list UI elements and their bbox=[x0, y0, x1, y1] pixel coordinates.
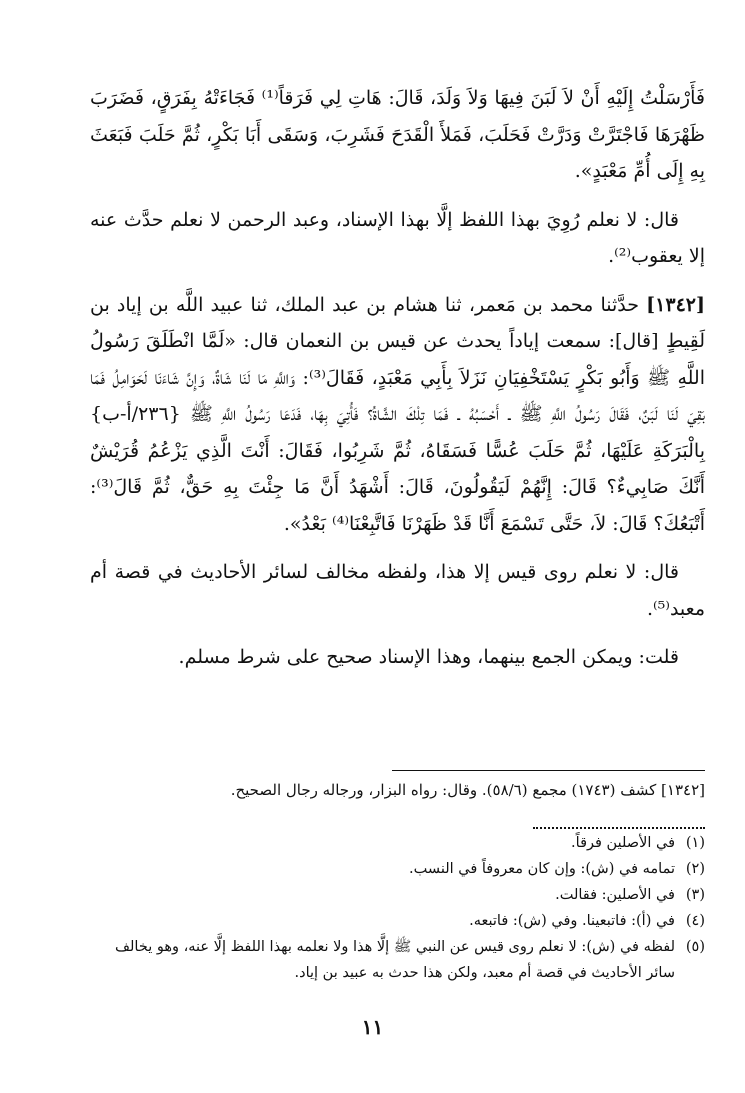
commentary-paragraph-2: قال: لا نعلم روى قيس إلا هذا، ولفظه مخالف لسائر الأحاديث في قصة أم معبد⁽⁵⁾. bbox=[90, 561, 705, 620]
footnote-text: لفظه في (ش): لا نعلم روى قيس عن النبي ﷺ إلَّا هذا ولا نعلمه بهذا اللفظ إلَّا عنه، وهو يخالف سائر الأحاديث في قصة أم معبد، ولكن هذا حدث به عبيد بن إياد. bbox=[114, 939, 675, 981]
hadith-text: حدَّثنا محمد بن مَعمر، ثنا هشام بن عبد الملك، ثنا عبيد اللَّه بن إياد بن لَقِيطٍ [قال]: سمعت إياداً يحدث عن قيس بن النعمان قال: «لَمَّا انْطَلَقَ رَسُولُ اللَّهِ ﷺ وَأَبُو بَكْرٍ يَسْتَخْفِيَانِ نَزَلاَ بِأَبِي مَعْبَدٍ، فَقَالَ⁽³⁾: وَاللَّهِ مَا لَنَا شَاةٌ، وَإِنَّ شَاءَنَا لَحَوَامِلُ فَمَا بَقِيَ لَنَا لَبَنٌ، فَقَالَ رَسُولُ اللَّهِ ﷺ ـ أَحْسَبُهُ ـ فَمَا تِلْكَ الشَّاةُ؟ فَأُتِيَ بِهَا، فَدَعَا رَسُولُ اللَّهِ ﷺ {٢٣٦/أ-ب} بِالْبَرَكَةِ عَلَيْهَا، ثُمَّ حَلَبَ عُسًّا فَسَقَاهُ، ثُمَّ شَرِبُوا، فَقَالَ: أَنْتَ الَّذِي يَزْعُمُ قُرَيْشٌ أَنَّكَ صَابِيءٌ؟ قَالَ: إِنَّهُمْ لَيَقُولُونَ، قَالَ: أَشْهَدُ أَنَّ مَا جِئْتَ بِهِ حَقٌّ، ثُمَّ قَالَ⁽³⁾: أَتْبَعُكَ؟ قَالَ: لاَ، حَتَّى تَسْمَعَ أَنَّا قَدْ ظَهَرْنَا فَاتَّبِعْنَا⁽⁴⁾ بَعْدُ». bbox=[90, 293, 705, 535]
footnote-text: في الأصلين فرقاً. bbox=[571, 835, 675, 851]
footnote bbox=[85, 856, 705, 882]
hadith-number: [١٣٤٢] bbox=[646, 293, 705, 316]
takhrij-separator bbox=[392, 770, 705, 771]
footnote bbox=[85, 830, 705, 856]
page-number: ١١ bbox=[361, 1015, 384, 1039]
main-text bbox=[90, 80, 705, 676]
footnote-number: (٣) bbox=[685, 887, 705, 903]
footnote bbox=[85, 882, 705, 908]
footnote-text: في الأصلين: فقالت. bbox=[555, 887, 675, 903]
footnote-number: (٢) bbox=[685, 861, 705, 877]
footnote-separator bbox=[533, 827, 705, 829]
hadith-continuation-paragraph: فَأَرْسَلْتُ إِلَيْهِ أَنْ لاَ لَبَنَ فِيهَا وَلاَ وَلَدَ، قَالَ: هَاتِ لِي فَرَقاً⁽¹⁾ فَجَاءَتْهُ بِفَرَقٍ، فَضَرَبَ ظَهْرَهَا فَاجْتَرَّتْ وَدَرَّتْ فَحَلَبَ، فَمَلأَ الْقَدَحَ فَشَرِبَ، وَسَقَى أَبَا بَكْرٍ، ثُمَّ حَلَبَ فَبَعَثَ بِهِ إِلَى أُمِّ مَعْبَدٍ». bbox=[90, 87, 705, 182]
takhrij-note: [١٣٤٢] كشف (١٧٤٣) مجمع (٥٨/٦). وقال: رواه البزار، ورجاله رجال الصحيح. bbox=[230, 781, 705, 799]
footnote bbox=[85, 934, 705, 986]
footnote bbox=[85, 908, 705, 934]
hadith-paragraph bbox=[90, 287, 705, 543]
footnote-number: (٥) bbox=[685, 939, 705, 955]
footnote-number: (٤) bbox=[685, 913, 705, 929]
footnotes bbox=[85, 830, 705, 986]
footnote-text: تمامه في (ش): وإن كان معروفاً في النسب. bbox=[409, 861, 675, 877]
footnote-text: في (أ): فاتبعينا. وفي (ش): فاتبعه. bbox=[469, 913, 675, 929]
commentary-paragraph: قال: لا نعلم رُوِيَ بهذا اللفظ إلَّا بهذا الإسناد، وعبد الرحمن لا نعلم حدَّث عنه إلا يعقوب⁽²⁾. bbox=[90, 208, 705, 267]
author-note-paragraph: قلت: ويمكن الجمع بينهما، وهذا الإسناد صحيح على شرط مسلم. bbox=[178, 646, 679, 668]
footnote-number: (١) bbox=[685, 835, 705, 851]
